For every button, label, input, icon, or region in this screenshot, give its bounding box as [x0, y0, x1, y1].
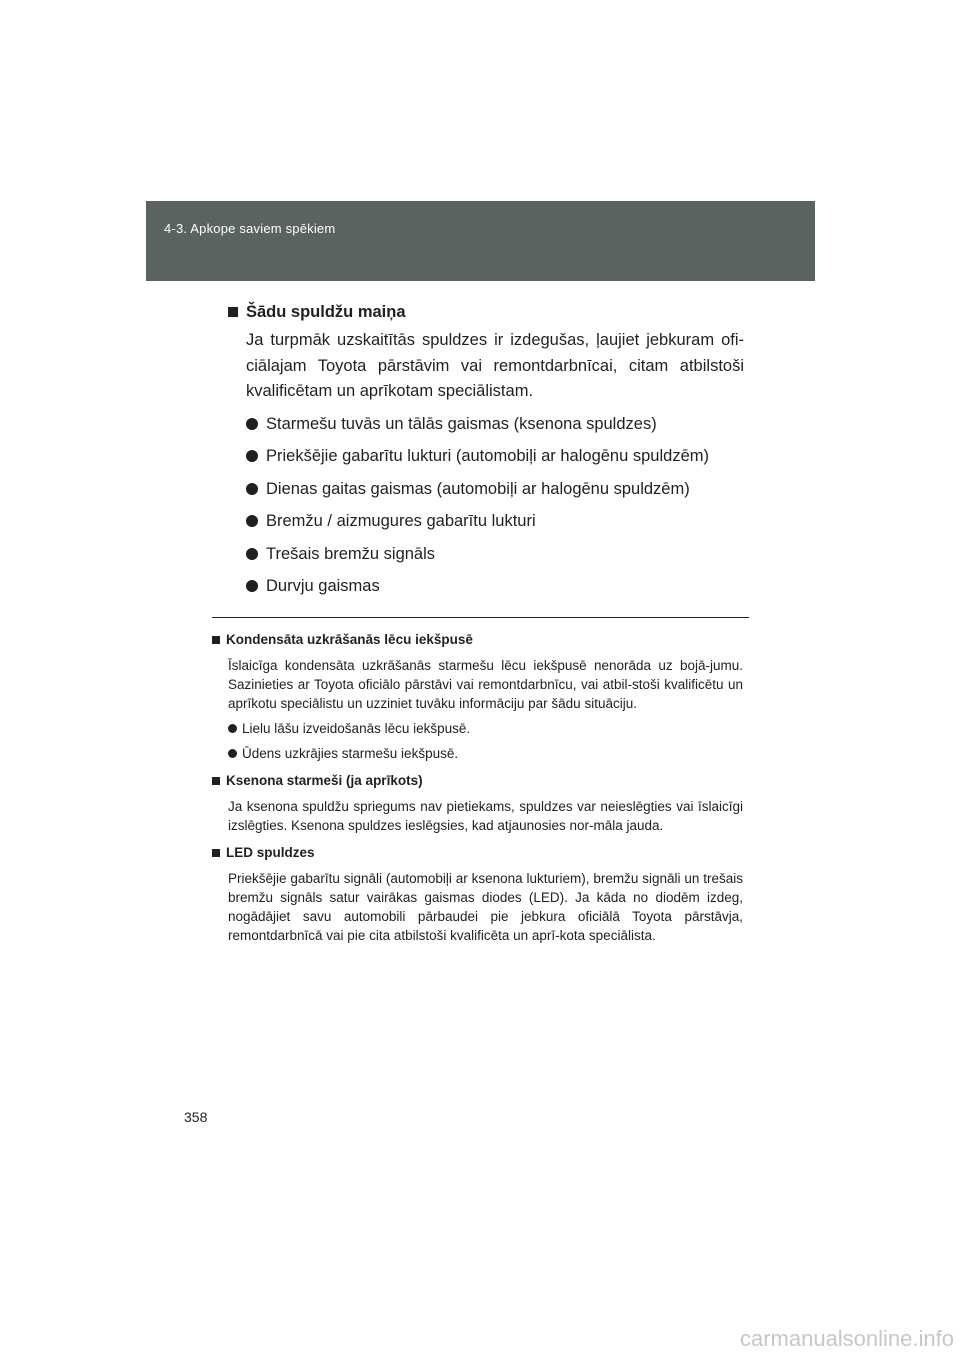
note-heading — [212, 630, 743, 650]
section-heading-text: Šādu spuldžu maiņa — [246, 303, 406, 321]
bullet-icon — [246, 515, 258, 527]
page-number: 358 — [184, 1109, 208, 1125]
note-paragraph: Ja ksenona spuldžu spriegums nav pietiekams, spuldzes var neieslēgties vai īslaicīgi izslēgties. Ksenona spuldzes ieslēgsies, kad atjaunosies nor-māla jauda. — [228, 799, 743, 833]
intro-paragraph: Ja turpmāk uzskaitītās spuldzes ir izdegušas, ļaujiet jebkuram ofi-ciālajam Toyota pārstāvim vai remontdarbnīcai, citam atbilstoši kvalificētam un aprīkotam speciālistam. — [246, 331, 744, 400]
bulb-list — [246, 413, 744, 598]
square-bullet-icon — [212, 849, 220, 857]
list-item-text: Starmešu tuvās un tālās gaismas (ksenona spuldzes) — [266, 414, 657, 433]
list-item-text: Ūdens uzkrājies starmešu iekšpusē. — [242, 746, 459, 761]
main-content — [228, 300, 744, 608]
watermark: carmanualsonline.info — [739, 1326, 954, 1351]
note-paragraph: Priekšējie gabarītu signāli (automobiļi ar ksenona lukturiem), bremžu signāli un trešais bremžu signāls satur vairākas gaismas diodes (LED). Ja kāda no diodēm izdeg, nogādājiet savu automobili pārbaudei pie jebkura oficiālā Toyota pārstāvja, remontdarbnīcā vai pie cita atbilstoši kvalificēta un aprī-kota speciālista. — [228, 871, 743, 943]
list-item-text: Priekšējie gabarītu lukturi (automobiļi ar halogēnu spuldzēm) — [266, 447, 709, 465]
list-item — [246, 413, 744, 435]
list-item — [246, 478, 744, 500]
bullet-icon — [246, 483, 258, 495]
bullet-icon — [246, 450, 258, 462]
note-heading — [212, 771, 743, 791]
note-heading-text: Kondensāta uzkrāšanās lēcu iekšpusē — [226, 632, 473, 647]
bullet-icon — [246, 580, 258, 592]
list-item-text: Dienas gaitas gaismas (automobiļi ar halogēnu spuldzēm) — [266, 479, 690, 498]
list-item — [228, 744, 743, 763]
section-title: 4-3. Apkope saviem spēkiem — [164, 221, 336, 236]
list-item — [228, 719, 743, 738]
note-heading — [212, 843, 743, 863]
section-divider — [212, 617, 749, 618]
square-bullet-icon — [212, 636, 220, 644]
square-bullet-icon — [212, 777, 220, 785]
list-item-text: Bremžu / aizmugures gabarītu lukturi — [266, 512, 536, 530]
bullet-icon — [228, 749, 237, 758]
note-heading-text: LED spuldzes — [226, 845, 315, 860]
list-item — [246, 543, 744, 565]
list-item — [246, 445, 744, 467]
note-paragraph: Īslaicīga kondensāta uzkrāšanās starmešu lēcu iekšpusē nenorāda uz bojā-jumu. Sazinieties ar Toyota oficiālo pārstāvi vai remontdarbnīcu, vai atbil-stoši kvalificētu un aprīkotu speciālistu un uzziniet tuvāku informāciju par šādu situāciju. — [228, 658, 743, 711]
list-item-text: Lielu lāšu izveidošanās lēcu iekšpusē. — [242, 721, 471, 736]
notes-section — [212, 630, 743, 945]
list-item — [246, 575, 744, 597]
list-item-text: Trešais bremžu signāls — [266, 544, 436, 563]
bullet-icon — [246, 548, 258, 560]
section-heading — [228, 300, 744, 324]
bullet-icon — [246, 418, 258, 430]
square-bullet-icon — [228, 307, 238, 317]
section-header-band — [146, 201, 815, 281]
list-item — [246, 510, 744, 532]
list-item-text: Durvju gaismas — [266, 577, 380, 595]
bullet-icon — [228, 724, 237, 733]
note-list — [228, 719, 743, 763]
note-heading-text: Ksenona starmeši (ja aprīkots) — [226, 773, 423, 788]
